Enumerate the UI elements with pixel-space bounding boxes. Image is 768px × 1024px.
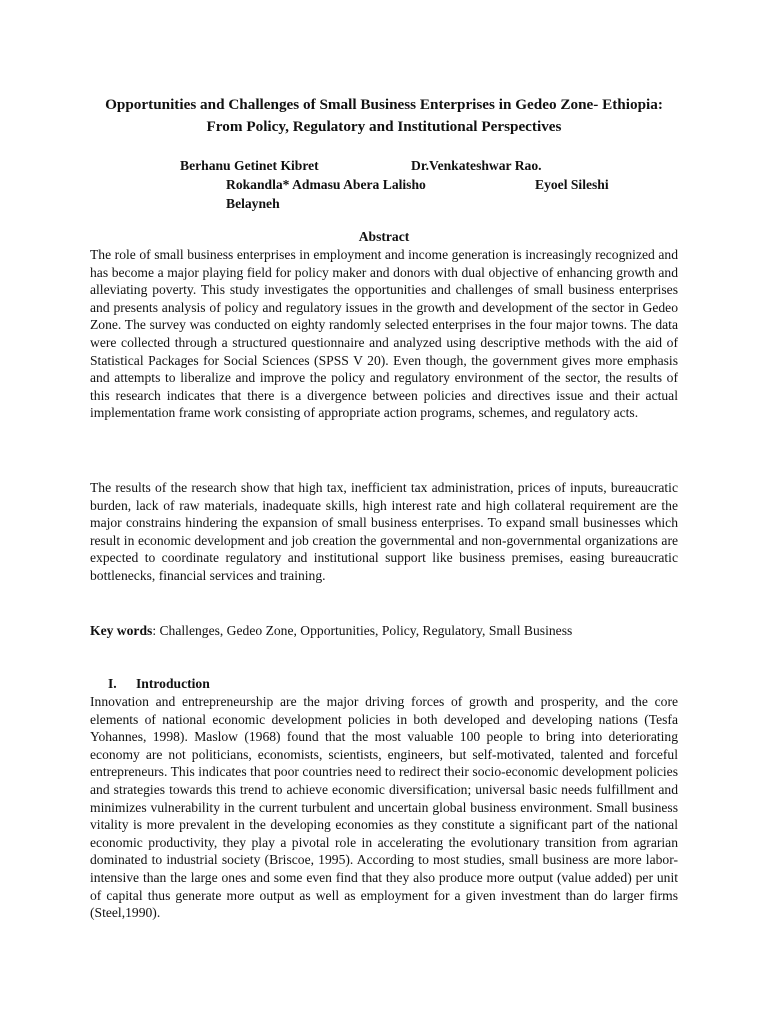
abstract-paragraph-1: The role of small business enterprises in employment and income generation is increasingly recognized and has become a major playing field for policy maker and donors with dual objective of enhancing growth and alleviating poverty. This study investigates the opportunities and challenges of small business enterprises and presents analysis of policy and regulatory issues in the growth and development of the sector in Gedeo Zone. The survey was conducted on eighty randomly selected enterprises in the four major towns. The data were collected through a structured questionnaire and analyzed using descriptive methods with the aid of Statistical Packages for Social Sciences (SPSS V 20). Even though, the government gives more emphasis and attempts to liberalize and improve the policy and regulatory environment of the sector, the results of this research indicates that there is a divergence between policies and directives issue and their actual implementation frame work consisting of appropriate action programs, schemes, and regulatory acts. — [90, 247, 678, 421]
keywords-label: Key words — [90, 623, 153, 638]
author-name: Dr.Venkateshwar Rao. — [411, 158, 542, 173]
introduction-paragraph: Innovation and entrepreneurship are the major driving forces of growth and prosperity, and the core elements of national economic development policies in both developed and developing nations (Tesfa Yohannes, 1998). Maslow (1968) found that the most valuable 100 people to bring into deteriorating economy are not politicians, economists, scientists, engineers, but self-motivated, talented and forceful entrepreneurs. This indicates that poor countries need to redirect their socio-economic development policies and strategies towards this trend to achieve economic diversification; universal basic needs fulfillment and minimizes vulnerability in the current turbulent and uncertain global business environment. Small business vitality is more prevalent in the developing economies as they constitute a significant part of the national economic productivity, they play a pivotal role in accelerating the evolutionary transition from agrarian dominated to industrial society (Briscoe, 1995). According to most studies, small business are more labor-intensive than the large ones and some even find that they also produce more output (value added) per unit of capital thus generate more output as well as employment for a given investment than do larger firms (Steel,1990). — [90, 694, 678, 921]
abstract-heading: Abstract — [358, 229, 410, 244]
section-number: I. — [108, 676, 117, 691]
section-title: Introduction — [136, 676, 210, 691]
author-name: Berhanu Getinet Kibret — [180, 158, 319, 173]
keywords — [90, 622, 678, 640]
author-name: Eyoel Sileshi — [535, 177, 609, 192]
keywords-text: : Challenges, Gedeo Zone, Opportunities, Policy, Regulatory, Small Business — [152, 623, 573, 638]
introduction-heading — [108, 675, 210, 693]
author-name: Rokandla* Admasu Abera Lalisho — [226, 177, 426, 192]
author-name: Belayneh — [226, 196, 280, 211]
abstract-paragraph-2: The results of the research show that high tax, inefficient tax administration, prices of inputs, bureaucratic burden, lack of raw materials, inadequate skills, high interest rate and high collateral requirement are the major constrains hindering the expansion of small business enterprises. To expand small businesses which result in economic development and job creation the governmental and non-governmental organizations are expected to coordinate regulatory and institutional support like business premises, easing bureaucratic bottlenecks, financial services and training. — [90, 480, 678, 583]
paper-title: Opportunities and Challenges of Small Business Enterprises in Gedeo Zone- Ethiopia: From Policy, Regulatory and Institutional Perspectives — [105, 96, 663, 135]
